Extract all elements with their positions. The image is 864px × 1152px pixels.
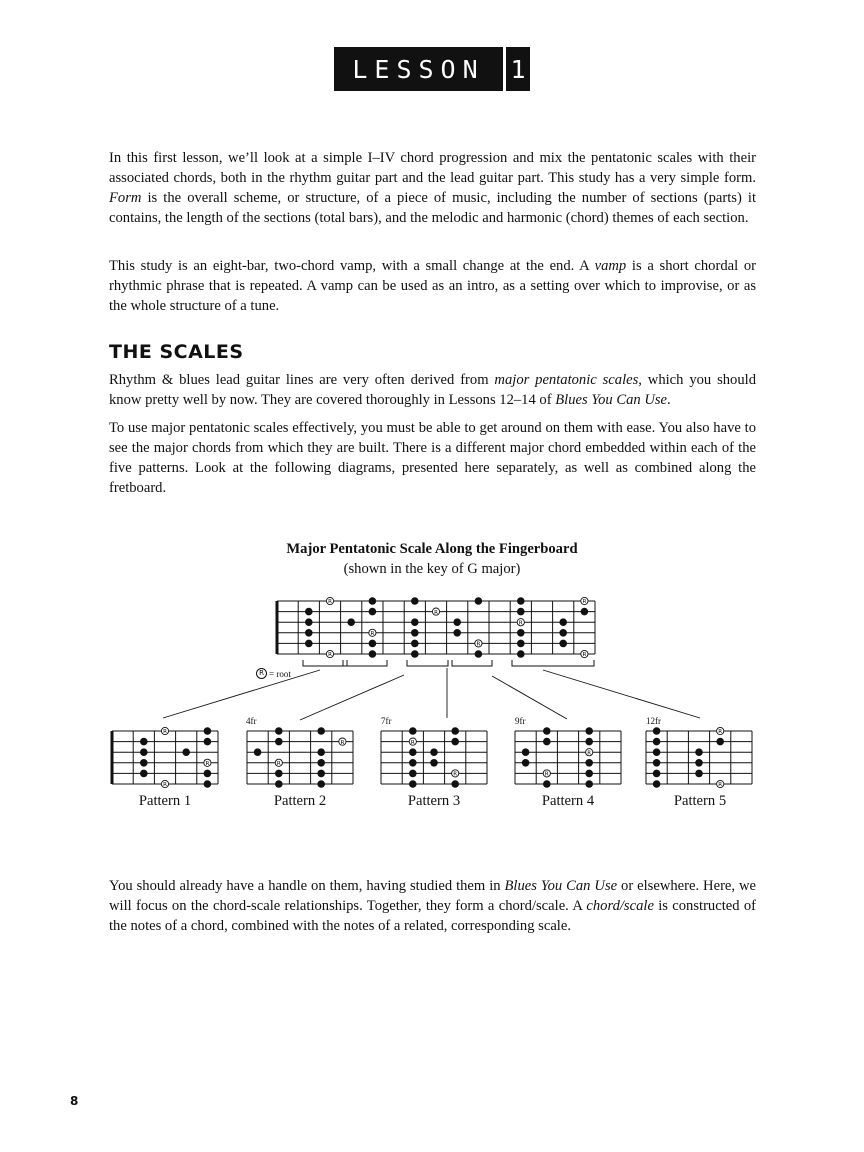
scale-dot (409, 759, 417, 767)
scale-dot (430, 748, 438, 756)
scale-dot (411, 650, 419, 658)
scale-dot (317, 727, 325, 735)
root-dot-label: R (163, 729, 167, 736)
scale-dot (543, 738, 551, 746)
scale-dot (317, 770, 325, 778)
scale-dot (517, 629, 525, 637)
scale-dot (409, 770, 417, 778)
scales-paragraph-2: To use major pentatonic scales effectively, you must be able to get around on them with ease. You also have to see the major chords from which they are built. There is a different major chord embedded within each of the five patterns. Look at the following diagrams, presented here separately, as well as combined along the fretboard. (109, 420, 756, 496)
scale-dot (275, 770, 283, 778)
scale-dot (451, 780, 459, 788)
root-dot-label: R (718, 782, 723, 789)
scale-dot (140, 770, 148, 778)
root-legend-text: = root (269, 668, 291, 679)
scale-dot (305, 608, 313, 616)
scale-dot (585, 770, 593, 778)
scale-dot (581, 608, 589, 616)
root-dot-label: R (205, 761, 210, 767)
root-legend (256, 668, 291, 679)
scale-dot (204, 738, 212, 746)
scale-dot (653, 727, 661, 735)
pattern-bracket (343, 660, 387, 666)
scale-dot (430, 759, 438, 767)
scale-dot (275, 738, 283, 746)
root-dot-label: R (582, 652, 587, 659)
page-number: 8 (70, 1094, 79, 1108)
scale-dot (369, 640, 377, 648)
root-dot-label: R (370, 631, 375, 637)
scale-dot (653, 738, 661, 746)
scale-dot (409, 727, 417, 735)
scale-dot (305, 640, 313, 648)
scale-dot (305, 618, 313, 626)
scale-dot (653, 780, 661, 788)
pattern-bracket (407, 660, 448, 666)
scale-dot (140, 759, 148, 767)
scale-dot (411, 618, 419, 626)
lesson-number: 1 (506, 47, 530, 91)
scale-dot (585, 738, 593, 746)
scale-dot (475, 597, 483, 605)
pattern-bracket (303, 660, 347, 666)
root-dot-label: R (340, 739, 345, 746)
root-dot-label: R (163, 782, 167, 789)
diagram-subtitle: (shown in the key of G major) (343, 561, 521, 577)
scale-dot (204, 727, 212, 735)
scale-dot (369, 608, 377, 616)
scale-dot (653, 759, 661, 767)
scale-dot (317, 780, 325, 788)
root-dot-label: R (587, 750, 592, 757)
root-icon: R (256, 668, 267, 679)
scale-dot (204, 780, 212, 788)
scale-dot (140, 738, 148, 746)
pattern-3-label: Pattern 3 (407, 793, 461, 809)
fret-label-pattern-3: 7fr (381, 716, 392, 726)
connector-line (300, 675, 404, 720)
root-dot-label: R (518, 620, 523, 627)
scale-dot (451, 727, 459, 735)
scale-dot (275, 780, 283, 788)
connector-line (163, 670, 320, 718)
root-dot-label: R (582, 599, 587, 606)
pattern-bracket (452, 660, 492, 666)
root-dot-label: R (718, 729, 723, 736)
scale-dot (451, 738, 459, 746)
scale-dot (517, 650, 525, 658)
scale-dot (522, 748, 530, 756)
pattern-2-label: Pattern 2 (273, 793, 327, 809)
scale-dot (411, 597, 419, 605)
scale-dot (369, 650, 377, 658)
closing-paragraph: You should already have a handle on them, having studied them in Blues You Can Use or elsewhere. Here, we will focus on the chord-scale relationships. Together, they form a chord/scale. A chord/scale is constructed of the notes of a chord, combined with the notes of a related, corresponding scale. (109, 878, 757, 934)
scale-dot (543, 780, 551, 788)
scale-dot (716, 738, 724, 746)
scale-dot (517, 597, 525, 605)
scale-dot (453, 618, 461, 626)
root-dot-label: R (410, 739, 415, 746)
scale-dot (585, 780, 593, 788)
scale-dot (585, 759, 593, 767)
scale-dot (254, 748, 262, 756)
scale-dot (411, 640, 419, 648)
scale-dot (317, 759, 325, 767)
root-dot-label: R (544, 771, 549, 778)
fret-label-pattern-4: 9fr (515, 716, 526, 726)
scale-dot (695, 759, 703, 767)
scale-dot (517, 640, 525, 648)
pattern-4-label: Pattern 4 (541, 793, 595, 809)
root-dot-label: R (276, 761, 281, 767)
scale-dot (275, 727, 283, 735)
scale-dot (409, 748, 417, 756)
scale-dot (559, 618, 567, 626)
root-dot-label: R (328, 599, 332, 606)
scale-dot (140, 748, 148, 756)
scale-dot (411, 629, 419, 637)
pattern-1-label: Pattern 1 (138, 793, 192, 809)
scale-dot (475, 650, 483, 658)
scale-dot (695, 770, 703, 778)
scale-dot (317, 748, 325, 756)
scale-dot (204, 770, 212, 778)
root-dot-label: R (434, 609, 438, 616)
scale-dot (347, 618, 355, 626)
scale-dot (695, 748, 703, 756)
scale-dot (453, 629, 461, 637)
scale-dot (182, 748, 190, 756)
scale-dot (653, 770, 661, 778)
scale-dot (517, 608, 525, 616)
connector-line (492, 676, 567, 719)
scale-dot (369, 597, 377, 605)
pattern-5-label: Pattern 5 (673, 793, 727, 809)
root-dot-label: R (328, 652, 332, 659)
intro-paragraph-1: In this first lesson, we’ll look at a simple I–IV chord progression and mix the pentatonic scales with their associated chords, both in the rhythm guitar part and the lead guitar part. This study has a very simple form. Form is the overall scheme, or structure, of a piece of music, including the number of sections (parts) it contains, the length of the sections (total bars), and the melodic and harmonic (chord) themes of each section. (109, 150, 756, 226)
scale-dot (305, 629, 313, 637)
root-dot-label: R (476, 641, 481, 648)
section-heading: THE SCALES (109, 341, 244, 363)
scale-dot (653, 748, 661, 756)
scale-dot (522, 759, 530, 767)
scale-dot (543, 727, 551, 735)
lesson-label: LESSON (334, 47, 503, 91)
connector-line (543, 670, 700, 718)
scale-dot (585, 727, 593, 735)
fret-label-pattern-5: 12fr (646, 716, 661, 726)
diagram-title: Major Pentatonic Scale Along the Fingerboard (286, 541, 578, 557)
pattern-bracket (512, 660, 594, 666)
fret-label-pattern-2: 4fr (246, 716, 257, 726)
scales-paragraph-1: Rhythm & blues lead guitar lines are very often derived from major pentatonic scales, which you should know pretty well by now. They are covered thoroughly in Lessons 12–14 of Blues You Can Use. (109, 372, 756, 408)
scale-dot (409, 780, 417, 788)
root-dot-label: R (453, 771, 458, 778)
scale-dot (559, 629, 567, 637)
scale-dot (559, 640, 567, 648)
intro-paragraph-2: This study is an eight-bar, two-chord vamp, with a small change at the end. A vamp is a short chordal or rhythmic phrase that is repeated. A vamp can be used as an intro, as a setting over which to improvise, or as the whole structure of a tune. (109, 258, 757, 314)
